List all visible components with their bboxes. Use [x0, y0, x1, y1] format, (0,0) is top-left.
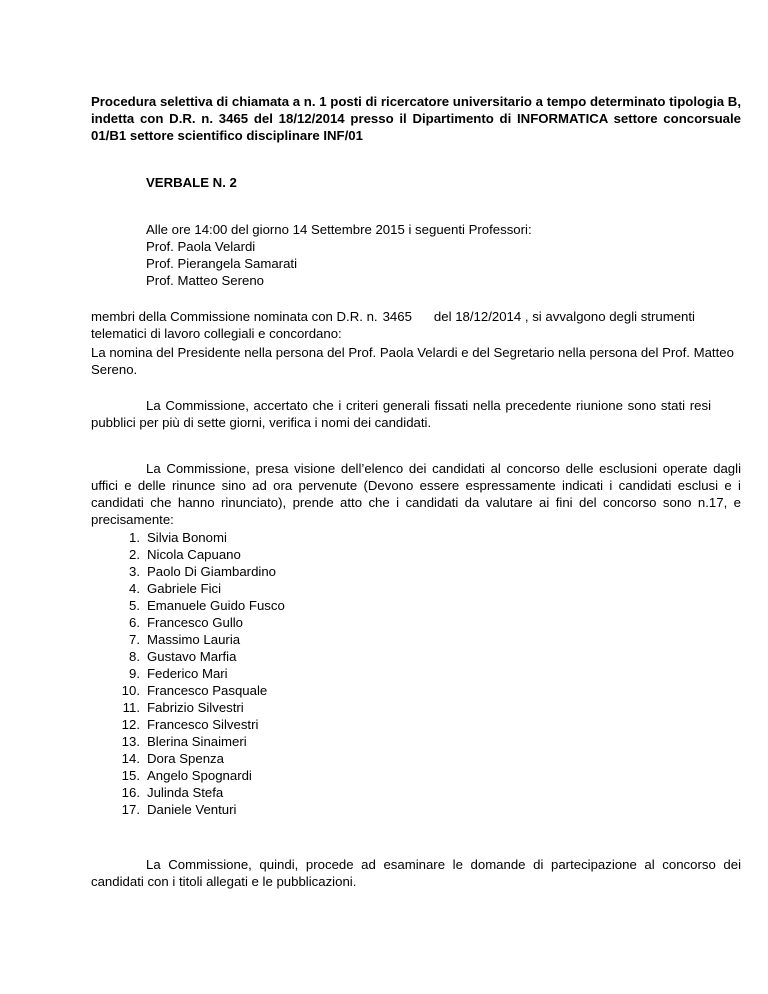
decree-date: 18/12/2014 — [455, 309, 522, 324]
list-item — [115, 750, 285, 767]
candidate-name: Francesco Gullo — [147, 615, 244, 630]
candidate-name: Dora Spenza — [147, 751, 224, 766]
candidate-name: Julinda Stefa — [147, 785, 224, 800]
list-item — [115, 563, 285, 580]
list-item-number: 13. — [121, 734, 140, 749]
commission-text-a: membri della Commissione nominata con D.R. n. — [91, 309, 378, 324]
professor-name: Prof. Paola Velardi — [146, 239, 256, 254]
candidate-name: Federico Mari — [147, 666, 228, 681]
candidates-paragraph: La Commissione, presa visione dell’elenco dei candidati al concorso delle esclusioni operate dagli uffici e delle rinunce sino ad ora pervenute (Devono essere espressamente indicati i candidati esclusi e i candidati che hanno rinunciato), prende atto che i candidati da valutare ai fini del concorso sono n.17, e precisamente: — [91, 461, 741, 527]
list-item-number: 12. — [121, 717, 140, 732]
professor-name: Prof. Pierangela Samarati — [146, 256, 297, 271]
candidate-name: Emanuele Guido Fusco — [147, 598, 285, 613]
list-item-number: 11. — [122, 700, 140, 715]
list-item-number: 8. — [129, 649, 140, 664]
meeting-intro — [146, 221, 706, 289]
candidate-name: Nicola Capuano — [147, 547, 241, 562]
list-item-number: 10. — [121, 683, 140, 698]
list-item-number: 6. — [129, 615, 140, 630]
decree-number: 3465 — [382, 309, 412, 324]
list-item — [115, 784, 285, 801]
list-item-number: 15. — [121, 768, 140, 783]
commission-text-b: del — [433, 309, 452, 324]
list-item — [115, 733, 285, 750]
list-item — [115, 529, 285, 546]
list-item-number: 14. — [121, 751, 140, 766]
list-item-number: 3. — [129, 564, 140, 579]
candidate-name: Gabriele Fici — [147, 581, 222, 596]
list-item — [115, 648, 285, 665]
list-item — [115, 801, 285, 818]
commission-paragraph — [91, 308, 741, 342]
list-item-number: 16. — [121, 785, 140, 800]
list-item — [115, 580, 285, 597]
list-item-number: 5. — [129, 598, 140, 613]
list-item — [115, 665, 285, 682]
list-item — [115, 614, 285, 631]
examination-paragraph: La Commissione, quindi, procede ad esaminare le domande di partecipazione al concorso dei candidati con i titoli allegati e le pubblicazioni. — [91, 857, 741, 889]
list-item-number: 9. — [129, 666, 140, 681]
candidate-name: Paolo Di Giambardino — [147, 564, 277, 579]
list-item — [115, 597, 285, 614]
list-item — [115, 631, 285, 648]
list-item-number: 7. — [129, 632, 140, 647]
candidate-name: Blerina Sinaimeri — [147, 734, 247, 749]
commission-text-line2: telematici di lavoro collegiali e concordano: — [91, 326, 342, 341]
candidate-name: Daniele Venturi — [147, 802, 237, 817]
nomination-paragraph: La nomina del Presidente nella persona del Prof. Paola Velardi e del Segretario nella persona del Prof. Matteo Sereno. — [91, 345, 734, 377]
list-item — [115, 767, 285, 784]
candidate-name: Fabrizio Silvestri — [147, 700, 244, 715]
list-item-number: 4. — [129, 581, 140, 596]
candidate-name: Angelo Spognardi — [147, 768, 252, 783]
list-item-number: 1. — [129, 530, 140, 545]
candidate-name: Massimo Lauria — [147, 632, 241, 647]
candidate-name: Silvia Bonomi — [147, 530, 227, 545]
list-item — [115, 716, 285, 733]
commission-text-c: , si avvalgono degli strumenti — [524, 309, 695, 324]
candidate-name: Francesco Pasquale — [147, 683, 268, 698]
criteria-paragraph: La Commissione, accertato che i criteri generali fissati nella precedente riunione sono stati resi pubblici per più di sette giorni, verifica i nomi dei candidati. — [91, 398, 711, 430]
list-item — [115, 699, 285, 716]
professor-name: Prof. Matteo Sereno — [146, 273, 265, 288]
list-item-number: 17. — [121, 802, 140, 817]
document-heading: Procedura selettiva di chiamata a n. 1 posti di ricercatore universitario a tempo determinato tipologia B, indetta con D.R. n. 3465 del 18/12/2014 presso il Dipartimento di INFORMATICA settore concorsuale 01/B1 settore scientifico disciplinare INF/01 — [91, 94, 741, 143]
list-item-number: 2. — [129, 547, 140, 562]
meeting-intro-line: Alle ore 14:00 del giorno 14 Settembre 2015 i seguenti Professori: — [146, 222, 532, 237]
candidate-list — [115, 529, 285, 818]
list-item — [115, 546, 285, 563]
list-item — [115, 682, 285, 699]
candidate-name: Gustavo Marfia — [147, 649, 237, 664]
verbale-title: VERBALE N. 2 — [146, 175, 237, 190]
candidate-name: Francesco Silvestri — [147, 717, 259, 732]
